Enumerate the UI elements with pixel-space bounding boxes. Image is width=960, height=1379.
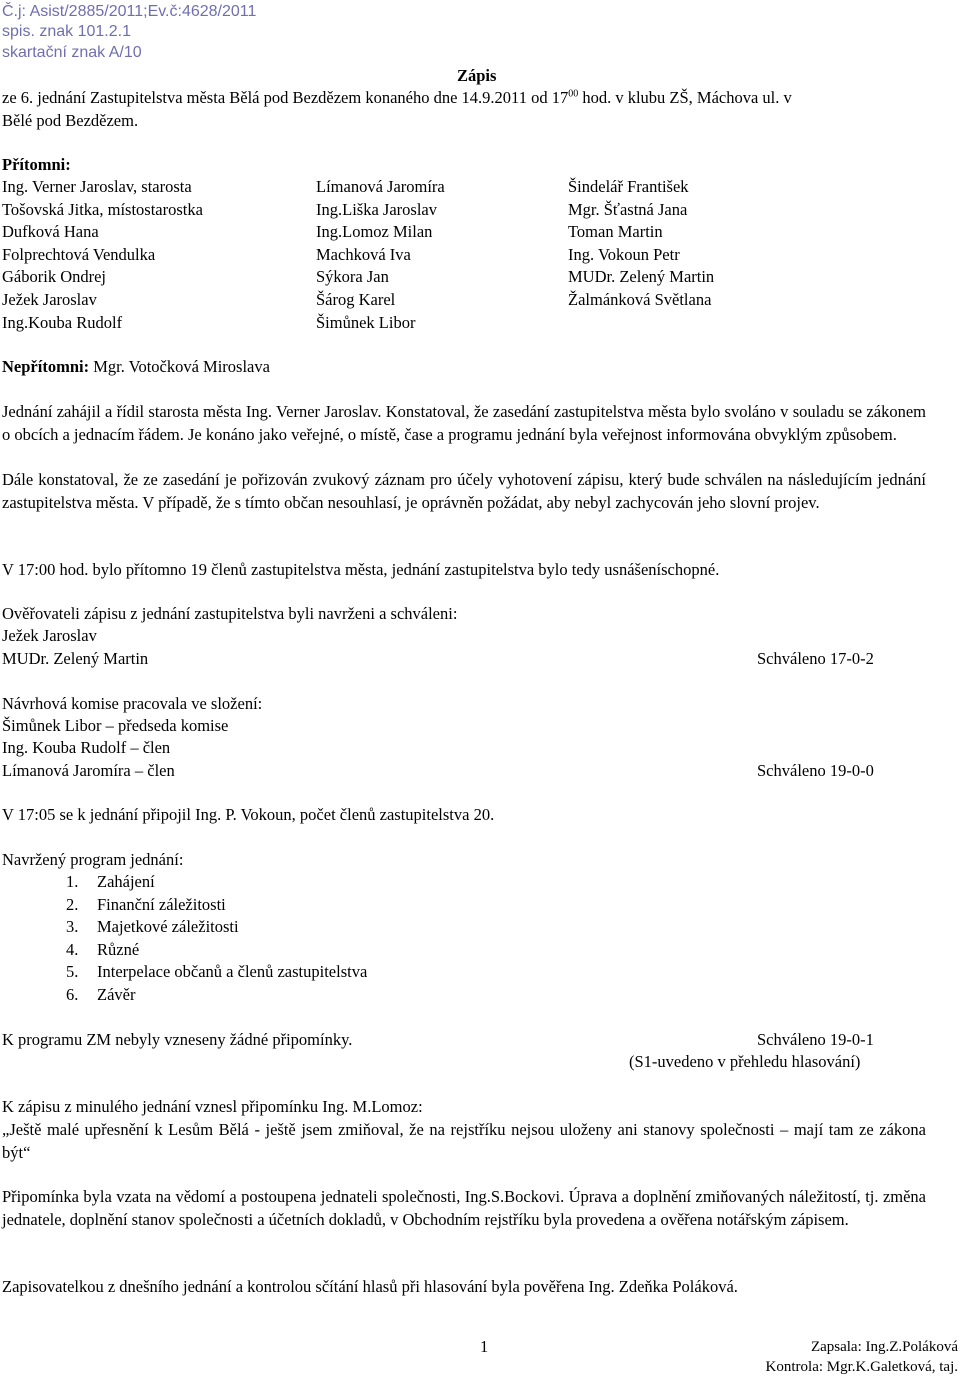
prev-minutes-quote: „Ještě malé upřesnění k Lesům Bělá - ještě jsem zmiňoval, že na rejstříku nejsou uloženy ani stanovy společnosti – mají tam ze zákona být“	[2, 1120, 926, 1162]
attendee-name: MUDr. Zelený Martin	[568, 267, 715, 287]
committee-member: Ing. Kouba Rudolf – člen	[2, 738, 171, 757]
program-item-number: 6.	[66, 984, 79, 1004]
program-item-text: Zahájení	[97, 872, 155, 891]
recording-paragraph: Dále konstatoval, že ze zasedání je pořizován zvukový záznam pro účely vyhotovení zápisu, který bude schválen na následujícím jednání zastupitelstva města. V případě, že s tímto občan nesouhlasí, je oprávněn požádat, aby nebyl zachycován jeho slovní projev.	[2, 470, 926, 512]
attendee-name: Šindelář František	[568, 177, 689, 196]
file-code: spis. znak 101.2.1	[2, 23, 131, 40]
attendance-row	[2, 245, 928, 268]
reference-number: Č.j: Asist/2885/2011;Ev.č:4628/2011	[2, 3, 257, 20]
opening-paragraph: Jednání zahájil a řídil starosta města Ing. Verner Jaroslav. Konstatoval, že zasedání zastupitelstva města bylo svoláno v souladu se zákonem o obcích a jednacím řádem. Je konáno jako veřejné, o místě, čase a programu jednání byla veřejnost informována obvyklým způsobem.	[2, 402, 926, 444]
present-label: Přítomni:	[2, 155, 71, 174]
program-item-text: Interpelace občanů a členů zastupitelstva	[97, 962, 368, 981]
attendee-name: Límanová Jaromíra	[316, 177, 445, 196]
footer-checked-by: Kontrola: Mgr.K.Galetková, taj.	[765, 1359, 958, 1375]
attendance-row	[2, 200, 928, 223]
page-number: 1	[480, 1337, 489, 1356]
late-arrival-line: V 17:05 se k jednání připojil Ing. P. Vokoun, počet členů zastupitelstva 20.	[2, 805, 495, 824]
attendee-name: Ing.Liška Jaroslav	[316, 199, 437, 219]
attendee-name	[568, 313, 928, 336]
intro-text-continued: hod. v klubu ZŠ, Máchova ul. v	[578, 88, 792, 107]
quorum-line: V 17:00 hod. bylo přítomno 19 členů zastupitelstva města, jednání zastupitelstva bylo tedy usnášeníschopné.	[2, 560, 720, 579]
attendee-name: Ing. Verner Jaroslav, starosta	[2, 177, 192, 196]
program-item-number: 2.	[66, 894, 79, 914]
attendee-name: Ing. Vokoun Petr	[568, 244, 680, 264]
attendee-name: Šimůnek Libor	[316, 312, 416, 332]
attendance-row	[2, 177, 928, 200]
intro-text: ze 6. jednání Zastupitelstva města Bělá pod Bezdězem konaného dne 14.9.2011 od 17	[2, 88, 569, 107]
intro-line-1	[2, 88, 792, 108]
attendee-name: Ing.Kouba Rudolf	[2, 312, 123, 332]
committee-member: Límanová Jaromíra – člen	[2, 761, 175, 780]
program-remark: K programu ZM nebyly vzneseny žádné připomínky.	[2, 1030, 353, 1049]
attendee-name: Šárog Karel	[316, 289, 396, 309]
attendee-name: Gáborik Ondrej	[2, 267, 107, 287]
program-vote-note: (S1-uvedeno v přehledu hlasování)	[629, 1052, 861, 1071]
attendance-table	[2, 177, 928, 335]
attendee-name: Ing.Lomoz Milan	[316, 222, 433, 242]
verifier-name: Ježek Jaroslav	[2, 626, 97, 645]
program-item-number: 3.	[66, 917, 79, 936]
program-vote: Schváleno 19-0-1	[757, 1030, 874, 1049]
attendance-row	[2, 313, 928, 336]
program-item-text: Závěr	[97, 984, 136, 1004]
attendee-name: Tošovská Jitka, místostarostka	[2, 199, 203, 219]
prev-minutes-response: Připomínka byla vzata na vědomí a postoupena jednateli společnosti, Ing.S.Bockovi. Úprava a doplnění zmiňovaných náležitostí, tj. změna jednatele, doplnění stanov společnosti a účetních dokladů, v Obchodním rejstříku byla provedena a ověřena notářským zápisem.	[2, 1187, 926, 1229]
attendee-name: Machková Iva	[316, 244, 411, 264]
intro-superscript: 00	[568, 88, 579, 100]
attendee-name: Žalmánková Světlana	[568, 289, 712, 309]
program-item-text: Různé	[97, 939, 140, 959]
prev-minutes-heading: K zápisu z minulého jednání vznesl připomínku Ing. M.Lomoz:	[2, 1097, 423, 1116]
attendee-name: Sýkora Jan	[316, 267, 389, 287]
attendee-name: Dufková Hana	[2, 222, 99, 242]
committee-heading: Návrhová komise pracovala ve složení:	[2, 694, 263, 713]
attendee-name: Ježek Jaroslav	[2, 289, 97, 309]
attendance-row	[2, 222, 928, 245]
program-item-number: 1.	[66, 872, 79, 891]
committee-member: Šimůnek Libor – předseda komise	[2, 716, 229, 735]
committee-vote: Schváleno 19-0-0	[757, 761, 874, 780]
attendee-name: Mgr. Šťastná Jana	[568, 199, 688, 219]
recorder-line: Zapisovatelkou z dnešního jednání a kontrolou sčítání hlasů při hlasování byla pověřena Ing. Zdeňka Poláková.	[2, 1277, 738, 1296]
absent-line	[2, 357, 270, 377]
program-item-text: Majetkové záležitosti	[97, 917, 239, 936]
intro-line-2: Bělé pod Bezdězem.	[2, 111, 139, 130]
attendee-name: Toman Martin	[568, 222, 663, 242]
attendance-row	[2, 267, 928, 290]
footer-recorded-by: Zapsala: Ing.Z.Poláková	[810, 1339, 958, 1355]
document-title: Zápis	[457, 66, 497, 85]
attendance-row	[2, 290, 928, 313]
verifiers-vote: Schváleno 17-0-2	[757, 649, 874, 668]
program-item-number: 4.	[66, 939, 79, 959]
attendee-name: Folprechtová Vendulka	[2, 244, 156, 264]
program-item-number: 5.	[66, 962, 79, 981]
absent-label: Nepřítomni:	[2, 357, 90, 376]
program-item-text: Finanční záležitosti	[97, 894, 226, 914]
shredding-code: skartační znak A/10	[2, 44, 142, 61]
verifiers-heading: Ověřovateli zápisu z jednání zastupitelstva byli navrženi a schváleni:	[2, 604, 458, 623]
program-heading: Navržený program jednání:	[2, 850, 184, 869]
absent-names: Mgr. Votočková Miroslava	[89, 357, 270, 376]
verifier-name: MUDr. Zelený Martin	[2, 649, 149, 668]
